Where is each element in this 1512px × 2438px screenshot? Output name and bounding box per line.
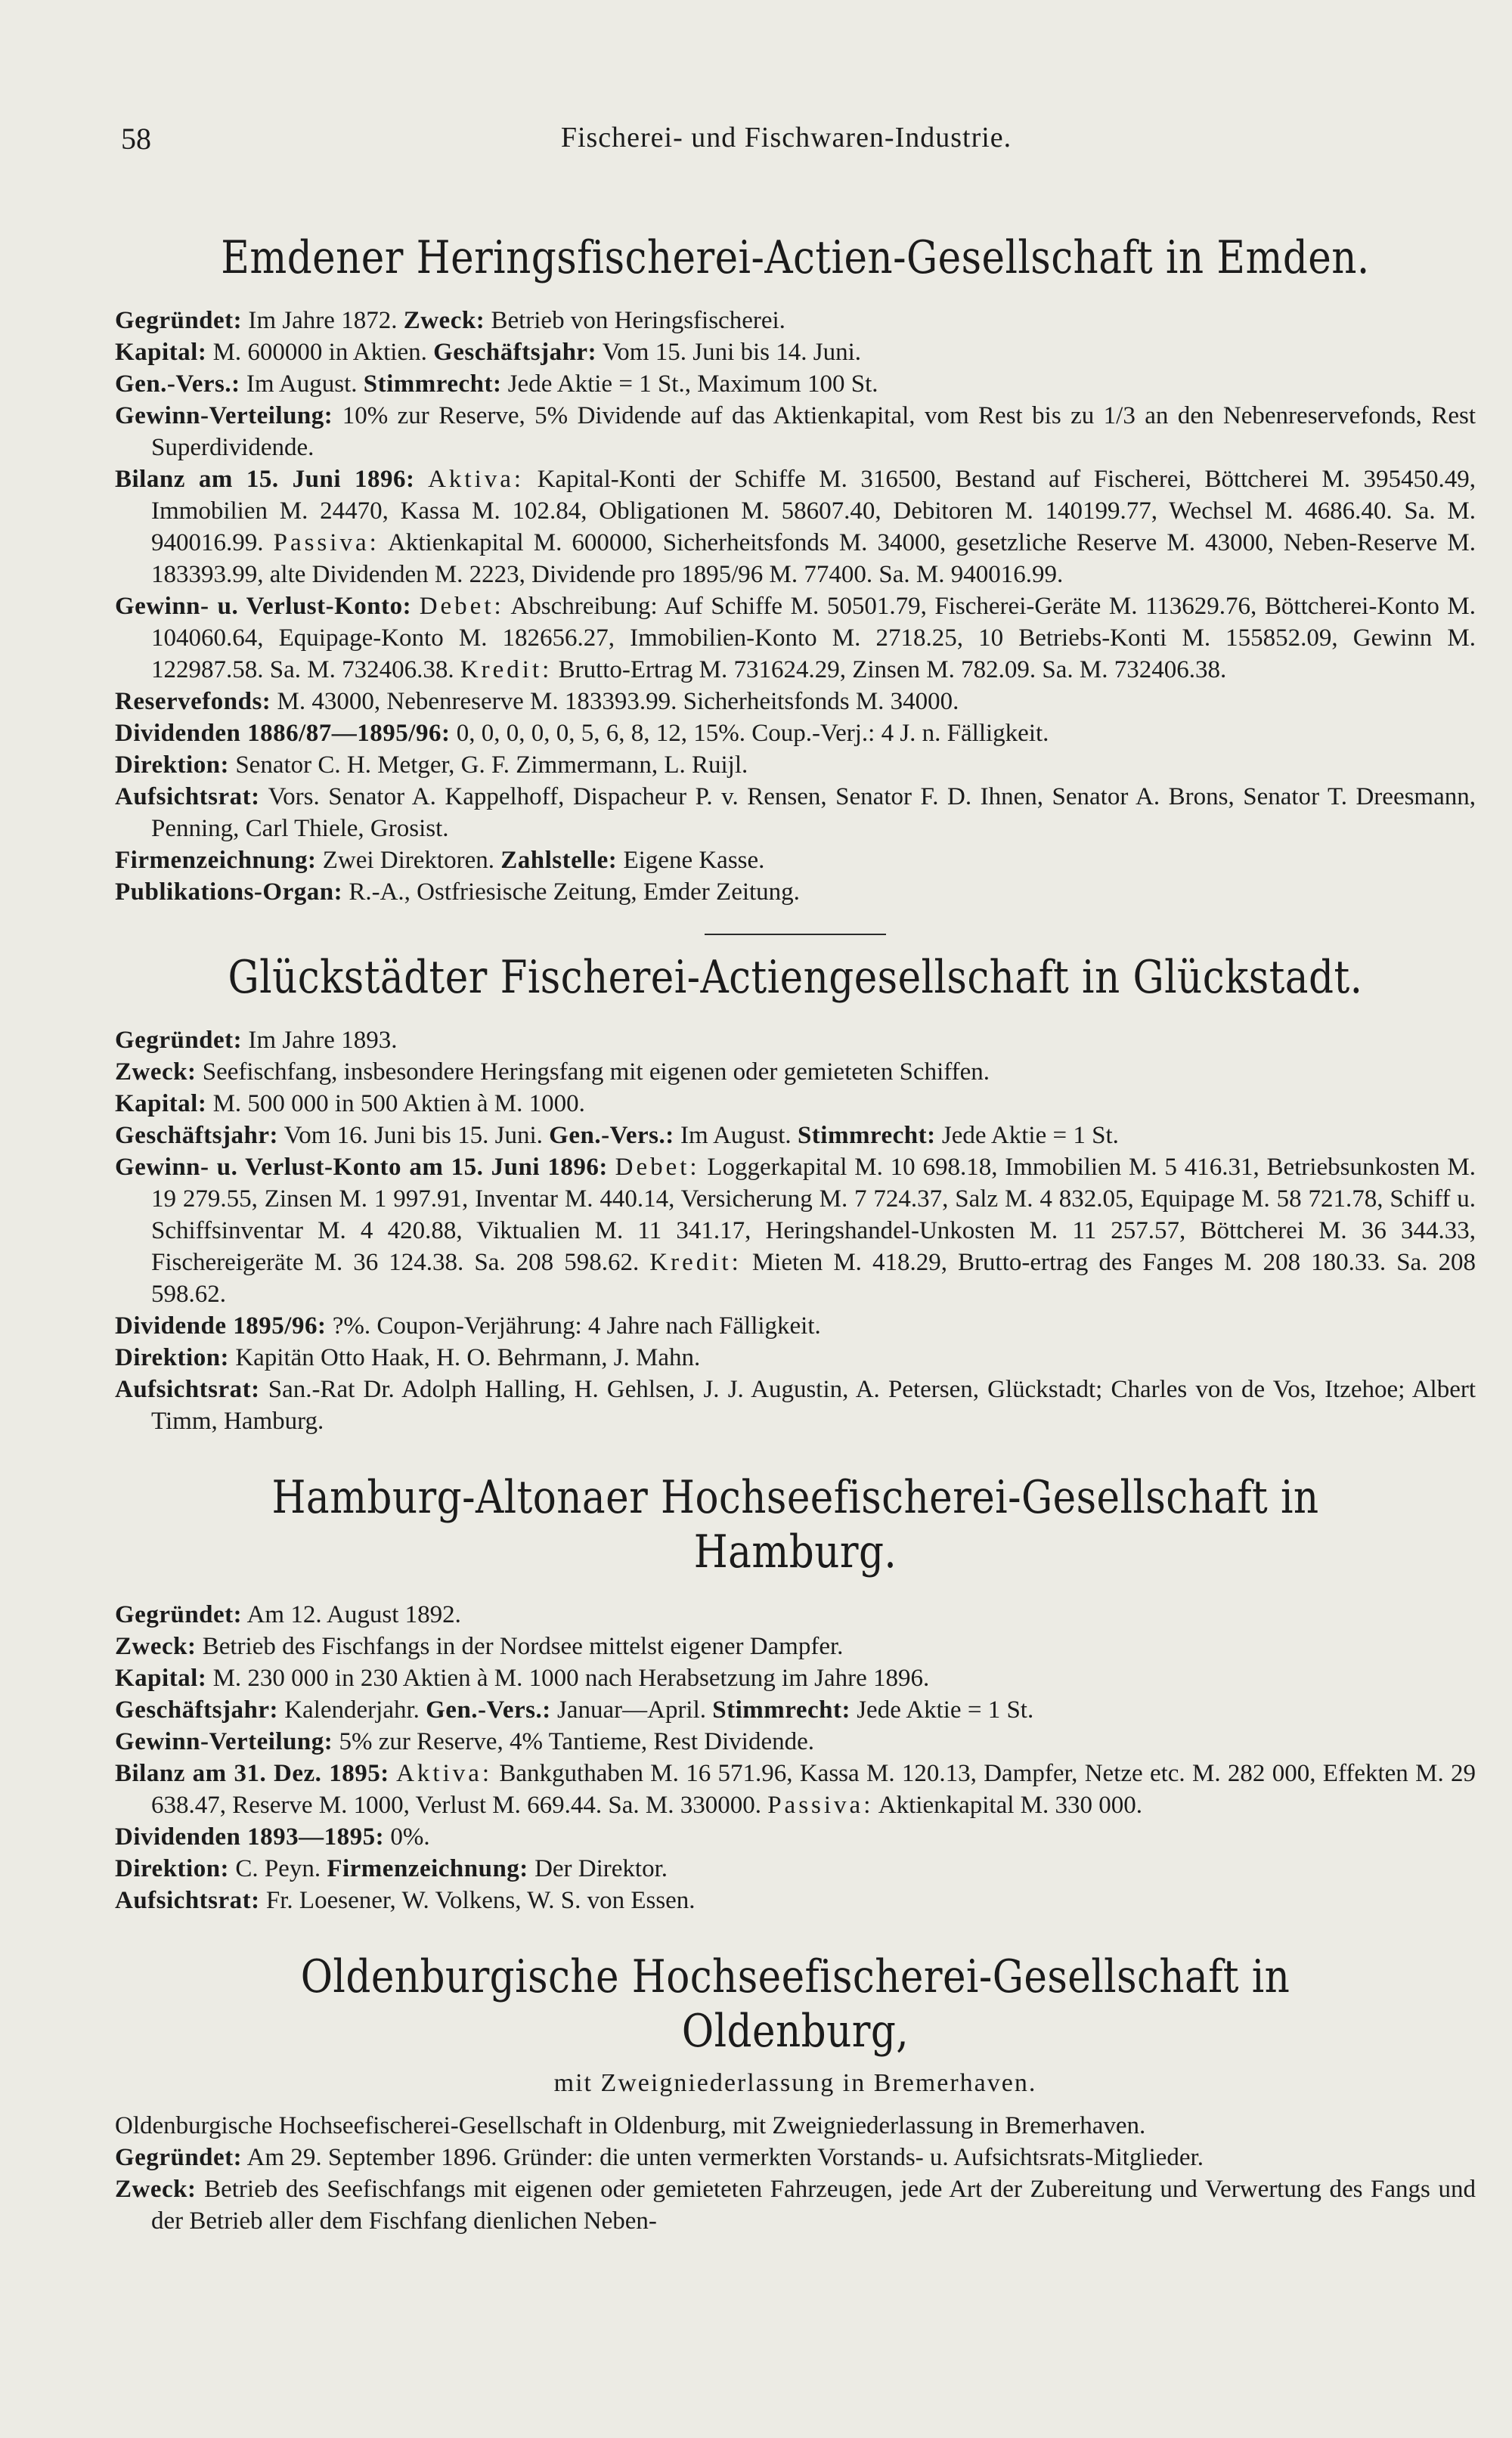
field-text: M. 600000 in Aktien.	[206, 339, 434, 366]
field-text: Jede Aktie = 1 St., Maximum 100 St.	[501, 370, 878, 398]
section-gap	[115, 1916, 1476, 1935]
document-body	[115, 215, 1476, 2237]
field-label: Aufsichtsrat:	[115, 783, 260, 810]
field-label: Kapital:	[115, 1665, 207, 1692]
field-label: Bilanz am 15. Juni 1896:	[115, 466, 415, 493]
entry-paragraph	[115, 1885, 1476, 1916]
field-text: Im Jahre 1872.	[242, 307, 404, 334]
field-label: Publikations-Organ:	[115, 878, 343, 906]
field-text: Betrieb des Seefischfangs mit eigenen oder gemieteten Fahrzeugen, jede Art der Zubereitung und Verwertung des Fangs und der Betrieb aller dem Fischfang dienlichen Neben-	[151, 2176, 1476, 2235]
field-label: Stimmrecht:	[712, 1696, 850, 1724]
field-label: Geschäftsjahr:	[433, 339, 597, 366]
ledger-side-label: Kredit:	[460, 656, 553, 683]
company-title: Hamburg-Altonaer Hochseefischerei-Gesellschaft in Hamburg.	[271, 1471, 1319, 1578]
field-label: Gen.-Vers.:	[426, 1696, 551, 1724]
field-label: Gewinn-Verteilung:	[115, 1728, 333, 1755]
field-label: Aufsichtsrat:	[115, 1376, 260, 1403]
ledger-side-label: Debet:	[419, 593, 504, 620]
ledger-side-label: Passiva:	[767, 1792, 874, 1819]
field-text: Januar—April.	[550, 1696, 713, 1724]
entry-paragraph	[115, 1056, 1476, 1088]
field-text: 10% zur Reserve, 5% Dividende auf das Aktienkapital, vom Rest bis zu 1/3 an den Nebenreservefonds, Rest Superdividende.	[151, 402, 1476, 461]
field-text: R.-A., Ostfriesische Zeitung, Emder Zeitung.	[342, 878, 800, 906]
field-text: Der Direktor.	[528, 1855, 668, 1882]
field-text: Am 29. September 1896. Gründer: die unten vermerkten Vorstands- u. Aufsichtsrats-Mitglieder.	[242, 2144, 1204, 2171]
field-label: Dividenden 1886/87—1895/96:	[115, 720, 451, 747]
field-text: Seefischfang, insbesondere Heringsfang mit eigenen oder gemieteten Schiffen.	[196, 1058, 990, 1086]
entry-paragraph	[115, 1151, 1476, 1310]
field-label: Zweck:	[115, 2176, 197, 2203]
section-separator	[705, 934, 886, 935]
field-label: Dividenden 1893—1895:	[115, 1823, 385, 1851]
field-text: Aktienkapital M. 600000, Sicherheitsfonds M. 34000, gesetzliche Reserve M. 43000, Neben-Reserve M. 183393.99, alte Dividenden M. 2223, Dividende pro 1895/96 M. 77400. Sa. M. 940016.99.	[151, 529, 1476, 588]
ledger-side-label: Debet:	[615, 1154, 700, 1181]
field-label: Gewinn- u. Verlust-Konto am 15. Juni 1896:	[115, 1154, 608, 1181]
field-label: Dividende 1895/96:	[115, 1312, 327, 1340]
field-text: 0%.	[384, 1823, 430, 1851]
company-subtitle: mit Zweigniederlassung in Bremerhaven.	[553, 2069, 1037, 2097]
section-gap	[115, 1437, 1476, 1455]
field-label: Gen.-Vers.:	[549, 1122, 674, 1149]
entry-paragraph	[115, 590, 1476, 686]
entry-paragraph	[115, 686, 1476, 717]
field-label: Kapital:	[115, 339, 207, 366]
field-label: Firmenzeichnung:	[327, 1855, 528, 1882]
page-number: 58	[121, 122, 151, 156]
entry-paragraph	[115, 1088, 1476, 1120]
field-text: Kalenderjahr.	[277, 1696, 426, 1724]
field-text: Brutto-Ertrag M. 731624.29, Zinsen M. 782.09. Sa. M. 732406.38.	[552, 656, 1227, 683]
field-text: Betrieb von Heringsfischerei.	[485, 307, 785, 334]
field-text: Vom 16. Juni bis 15. Juni.	[277, 1122, 550, 1149]
field-text: Betrieb des Fischfangs in der Nordsee mittelst eigener Dampfer.	[196, 1633, 844, 1660]
field-label: Zweck:	[115, 1633, 197, 1660]
field-text: Mieten M. 418.29, Brutto-ertrag des Fanges M. 208 180.33. Sa. 208 598.62.	[151, 1249, 1476, 1308]
field-text: Im August.	[240, 370, 364, 398]
field-text: Kapitän Otto Haak, H. O. Behrmann, J. Mahn.	[229, 1344, 701, 1371]
field-label: Zweck:	[403, 307, 485, 334]
field-label: Firmenzeichnung:	[115, 847, 317, 874]
field-text: M. 43000, Nebenreserve M. 183393.99. Sicherheitsfonds M. 34000.	[271, 688, 959, 715]
ledger-side-label: Aktiva:	[428, 466, 525, 493]
entry-paragraph	[115, 1853, 1476, 1885]
field-label: Direktion:	[115, 1855, 230, 1882]
running-title: Fischerei- und Fischwaren-Industrie.	[560, 122, 1012, 153]
company-title: Oldenburgische Hochseefischerei-Gesellschaft in Oldenburg,	[300, 1950, 1290, 2058]
field-text: Im Jahre 1893.	[242, 1027, 398, 1054]
field-text	[608, 1154, 615, 1181]
field-text: M. 500 000 in 500 Aktien à M. 1000.	[206, 1090, 585, 1117]
entry-paragraph	[115, 336, 1476, 368]
field-label: Gegründet:	[115, 307, 243, 334]
entry-paragraph	[115, 1120, 1476, 1151]
entry-paragraph	[115, 463, 1476, 590]
field-text: Fr. Loesener, W. Volkens, W. S. von Essen.	[259, 1887, 696, 1914]
field-text: Vors. Senator A. Kappelhoff, Dispacheur P. v. Rensen, Senator F. D. Ihnen, Senator A. Brons, Senator T. Dreesmann, Penning, Carl Thiele, Grosist.	[151, 783, 1476, 842]
field-label: Stimmrecht:	[797, 1122, 936, 1149]
field-text: 0, 0, 0, 0, 0, 5, 6, 8, 12, 15%. Coup.-Verj.: 4 J. n. Fälligkeit.	[450, 720, 1049, 747]
field-text: Eigene Kasse.	[617, 847, 765, 874]
field-label: Zweck:	[115, 1058, 197, 1086]
field-text: Oldenburgische Hochseefischerei-Gesellschaft in Oldenburg, mit Zweigniederlassung in Bremerhaven.	[115, 2112, 1146, 2139]
field-label: Reservefonds:	[115, 688, 271, 715]
field-text: Senator C. H. Metger, G. F. Zimmermann, L. Ruijl.	[229, 751, 748, 779]
field-text: Im August.	[674, 1122, 798, 1149]
field-label: Bilanz am 31. Dez. 1895:	[115, 1760, 389, 1787]
field-text: M. 230 000 in 230 Aktien à M. 1000 nach Herabsetzung im Jahre 1896.	[206, 1665, 930, 1692]
entry-paragraph	[115, 717, 1476, 749]
ledger-side-label: Aktiva:	[396, 1760, 493, 1787]
field-label: Kapital:	[115, 1090, 207, 1117]
entry-paragraph	[115, 2110, 1476, 2142]
entry-paragraph	[115, 2173, 1476, 2237]
field-text	[415, 466, 429, 493]
entry-paragraph	[115, 1662, 1476, 1694]
entry-paragraph	[115, 1726, 1476, 1758]
entry-paragraph	[115, 1024, 1476, 1056]
entry-paragraph	[115, 1694, 1476, 1726]
field-text: Am 12. August 1892.	[242, 1601, 461, 1628]
company-title: Glückstädter Fischerei-Actiengesellschaft in Glückstadt.	[228, 951, 1363, 1004]
field-label: Gewinn-Verteilung:	[115, 402, 333, 429]
field-label: Aufsichtsrat:	[115, 1887, 260, 1914]
field-text: Abschreibung: Auf Schiffe M. 50501.79, Fischerei-Geräte M. 113629.76, Böttcherei-Konto M. 104060.64, Equipage-Konto M. 182656.27, Immobilien-Konto M. 2718.25, 10 Betriebs-Konti M. 155852.09, Gewinn M. 122987.58. Sa. M. 732406.38.	[151, 593, 1476, 683]
entry-paragraph	[115, 400, 1476, 463]
entry-paragraph	[115, 368, 1476, 400]
field-text: San.-Rat Dr. Adolph Halling, H. Gehlsen, J. J. Augustin, A. Petersen, Glückstadt; Charles von de Vos, Itzehoe; Albert Timm, Hamburg.	[151, 1376, 1476, 1435]
field-label: Geschäftsjahr:	[115, 1122, 278, 1149]
ledger-side-label: Kredit:	[649, 1249, 742, 1276]
field-label: Geschäftsjahr:	[115, 1696, 278, 1724]
field-text: C. Peyn.	[229, 1855, 327, 1882]
field-text	[411, 593, 420, 620]
company-section	[115, 1950, 1476, 2237]
field-text: Jede Aktie = 1 St.	[850, 1696, 1034, 1724]
field-text: Aktienkapital M. 330 000.	[873, 1792, 1143, 1819]
field-text: Bankguthaben M. 16 571.96, Kassa M. 120.13, Dampfer, Netze etc. M. 282 000, Effekten M. 29 638.47, Reserve M. 1000, Verlust M. 669.44. Sa. M. 330000.	[151, 1760, 1476, 1819]
field-label: Gen.-Vers.:	[115, 370, 240, 398]
field-text: Vom 15. Juni bis 14. Juni.	[596, 339, 862, 366]
field-label: Gegründet:	[115, 1601, 243, 1628]
field-label: Gegründet:	[115, 1027, 243, 1054]
entry-paragraph	[115, 749, 1476, 781]
company-section	[115, 231, 1476, 908]
field-label: Zahlstelle:	[500, 847, 618, 874]
field-text: Kapital-Konti der Schiffe M. 316500, Bestand auf Fischerei, Böttcherei M. 395450.49, Immobilien M. 24470, Kassa M. 102.84, Obligationen M. 58607.40, Debitoren M. 140199.77, Wechsel M. 4686.40. Sa. M. 940016.99.	[151, 466, 1476, 556]
field-text	[389, 1760, 396, 1787]
company-section	[115, 950, 1476, 1437]
entry-paragraph	[115, 1374, 1476, 1437]
field-label: Gegründet:	[115, 2144, 243, 2171]
running-head	[121, 121, 1452, 166]
entry-paragraph	[115, 1758, 1476, 1821]
field-label: Gewinn- u. Verlust-Konto:	[115, 593, 412, 620]
entry-paragraph	[115, 2142, 1476, 2173]
field-label: Direktion:	[115, 1344, 230, 1371]
entry-paragraph	[115, 844, 1476, 876]
field-text: Loggerkapital M. 10 698.18, Immobilien M. 5 416.31, Betriebsunkosten M. 19 279.55, Zinsen M. 1 997.91, Inventar M. 440.14, Versicherung M. 7 724.37, Salz M. 4 832.05, Equipage M. 58 721.78, Schiff u. Schiffsinventar M. 4 420.88, Viktualien M. 11 341.17, Heringshandel-Unkosten M. 11 257.57, Böttcherei M. 36 344.33, Fischereigeräte M. 36 124.38. Sa. 208 598.62.	[151, 1154, 1476, 1276]
ledger-side-label: Passiva:	[273, 529, 380, 556]
entry-paragraph	[115, 1631, 1476, 1662]
entry-paragraph	[115, 1599, 1476, 1631]
field-label: Stimmrecht:	[363, 370, 502, 398]
company-title: Emdener Heringsfischerei-Actien-Gesellschaft in Emden.	[221, 231, 1370, 284]
field-text: Jede Aktie = 1 St.	[935, 1122, 1119, 1149]
entry-paragraph	[115, 1821, 1476, 1853]
entry-paragraph	[115, 1310, 1476, 1342]
field-text: Zwei Direktoren.	[316, 847, 501, 874]
entry-paragraph	[115, 1342, 1476, 1374]
company-section	[115, 1470, 1476, 1916]
entry-paragraph	[115, 781, 1476, 844]
entry-paragraph	[115, 305, 1476, 336]
field-label: Direktion:	[115, 751, 230, 779]
field-text: 5% zur Reserve, 4% Tantieme, Rest Dividende.	[333, 1728, 815, 1755]
field-text: ?%. Coupon-Verjährung: 4 Jahre nach Fälligkeit.	[326, 1312, 821, 1340]
entry-paragraph	[115, 876, 1476, 908]
